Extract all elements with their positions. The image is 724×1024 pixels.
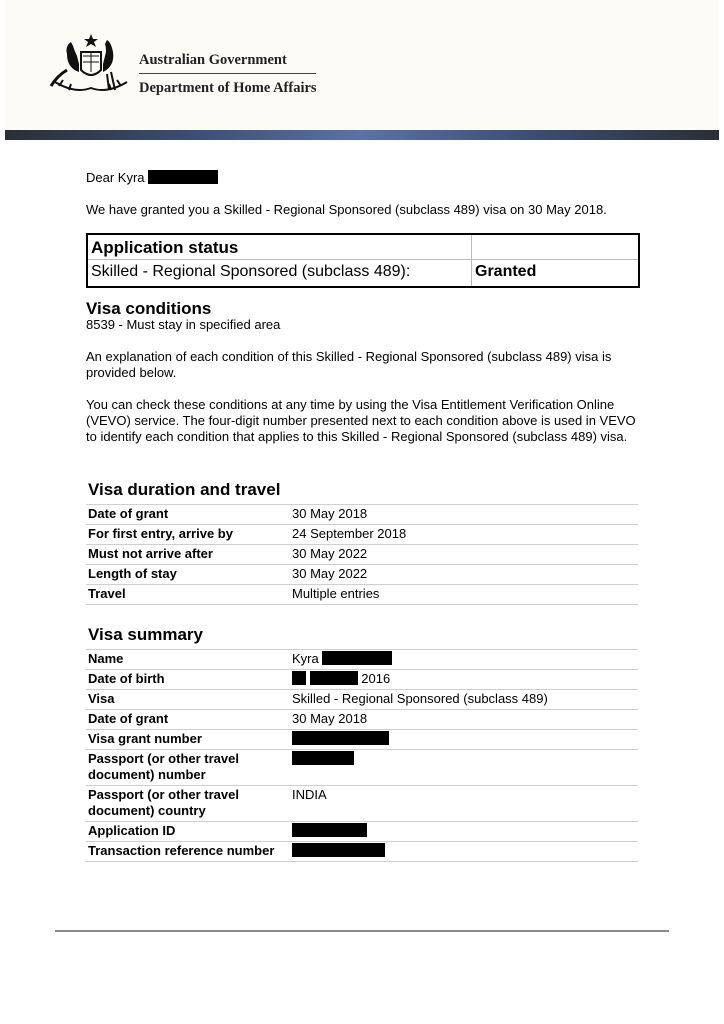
application-status-box xyxy=(86,233,640,288)
letterhead xyxy=(5,0,719,130)
vevo-text: You can check these conditions at any time by using the Visa Entitlement Verification Online (VEVO) service. The four-digit number presented next to each condition above is used in VEVO to identify each condition that applies to this Skilled - Regional Sponsored (subclass 489) visa. xyxy=(86,397,636,444)
status-divider xyxy=(88,259,638,260)
redaction xyxy=(148,170,218,184)
row-value xyxy=(290,822,638,842)
row-label: Name xyxy=(86,650,290,670)
redaction xyxy=(292,731,389,745)
row-value xyxy=(290,750,638,786)
redaction xyxy=(292,823,367,837)
table-row xyxy=(86,505,638,525)
row-label: Transaction reference number xyxy=(86,842,290,862)
row-label: Application ID xyxy=(86,822,290,842)
redaction xyxy=(292,751,354,765)
row-value: 30 May 2022 xyxy=(290,545,638,565)
row-label: Travel xyxy=(86,585,290,605)
row-label: Date of birth xyxy=(86,670,290,690)
conditions-explanation: An explanation of each condition of this Skilled - Regional Sponsored (subclass 489) visa is provided below. xyxy=(86,349,612,380)
redaction xyxy=(292,843,385,857)
table-row xyxy=(86,822,638,842)
department-name: Department of Home Affairs xyxy=(139,80,317,96)
table-row xyxy=(86,650,638,670)
redaction xyxy=(292,671,306,685)
coat-of-arms-icon xyxy=(45,32,135,102)
government-name: Australian Government xyxy=(139,52,287,68)
greeting: Dear Kyra xyxy=(86,170,638,186)
row-label: Date of grant xyxy=(86,710,290,730)
table-row xyxy=(86,585,638,605)
row-value: 24 September 2018 xyxy=(290,525,638,545)
redaction xyxy=(310,671,358,685)
condition-item: 8539 - Must stay in specified area xyxy=(86,317,281,332)
summary-title: Visa summary xyxy=(88,625,203,644)
duration-table xyxy=(86,504,638,605)
row-value: 30 May 2018 xyxy=(290,710,638,730)
table-row xyxy=(86,670,638,690)
row-label: Must not arrive after xyxy=(86,545,290,565)
table-row xyxy=(86,565,638,585)
status-value: Granted xyxy=(475,263,537,280)
row-value: Multiple entries xyxy=(290,585,638,605)
table-row xyxy=(86,710,638,730)
duration-title: Visa duration and travel xyxy=(88,480,281,499)
row-value: Skilled - Regional Sponsored (subclass 489) xyxy=(290,690,638,710)
table-row xyxy=(86,690,638,710)
row-value: 30 May 2018 xyxy=(290,505,638,525)
conditions-title: Visa conditions xyxy=(86,299,212,318)
row-label: Passport (or other travel document) country xyxy=(86,786,290,822)
row-label: Date of grant xyxy=(86,505,290,525)
row-label: Length of stay xyxy=(86,565,290,585)
row-value: 30 May 2022 xyxy=(290,565,638,585)
row-value: Kyra xyxy=(290,650,638,670)
row-label: Visa xyxy=(86,690,290,710)
status-title: Application status xyxy=(91,238,239,257)
row-value xyxy=(290,730,638,750)
intro-text: We have granted you a Skilled - Regional Sponsored (subclass 489) visa on 30 May 2018. xyxy=(86,202,607,217)
summary-table xyxy=(86,649,638,862)
row-value: INDIA xyxy=(290,786,638,822)
table-row xyxy=(86,786,638,822)
table-row xyxy=(86,730,638,750)
row-value xyxy=(290,842,638,862)
status-visa: Skilled - Regional Sponsored (subclass 489): xyxy=(91,263,411,280)
redaction xyxy=(322,651,392,665)
header-band xyxy=(5,130,719,140)
letterhead-divider xyxy=(139,73,316,74)
row-value: 2016 xyxy=(290,670,638,690)
letter-intro xyxy=(86,170,638,218)
row-label: Visa grant number xyxy=(86,730,290,750)
table-row xyxy=(86,545,638,565)
footer-divider xyxy=(55,930,669,932)
table-row xyxy=(86,750,638,786)
table-row xyxy=(86,842,638,862)
row-label: Passport (or other travel document) number xyxy=(86,750,290,786)
row-label: For first entry, arrive by xyxy=(86,525,290,545)
status-vertical-divider xyxy=(471,235,472,286)
visa-conditions xyxy=(86,301,638,445)
table-row xyxy=(86,525,638,545)
